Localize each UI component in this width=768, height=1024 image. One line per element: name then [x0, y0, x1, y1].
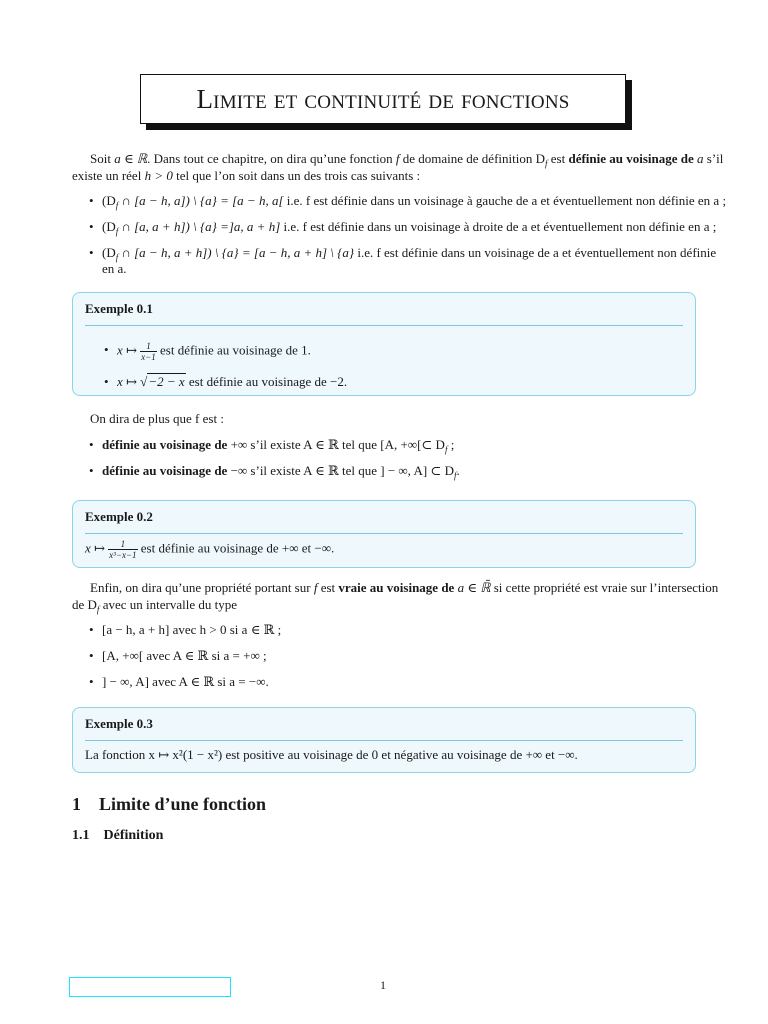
infinity-text: −∞ s’il existe A ∈ ℝ tel que ] − ∞, A] ⊂ D [227, 463, 454, 478]
property-text: Enfin, on dira qu’une propriété portant sur [90, 580, 314, 595]
example-math: x ↦ [117, 342, 141, 358]
square-root-radicand: −2 − x [148, 374, 185, 389]
case-math: (D [102, 193, 116, 208]
intro-sub: f [545, 158, 548, 169]
bold-term: définie au voisinage de [102, 463, 228, 478]
example-box-2 [72, 500, 696, 568]
case-math: ∩ [a, a + h]) \ {a} =]a, a + h] [118, 219, 281, 234]
example-item [117, 373, 347, 390]
property-line-2 [72, 596, 237, 619]
infinity-text: . [456, 463, 460, 478]
intro-text: est [547, 151, 569, 166]
fraction-denominator: x³−x−1 [109, 550, 137, 560]
case-text: i.e. f est définie dans un voisinage de a et éventuellement non définie [354, 245, 717, 260]
infinity-text: ; [447, 437, 455, 452]
example-math: x ↦ [85, 540, 109, 556]
property-math: f [313, 580, 318, 595]
property-text: si cette propriété est vraie sur l’intersection [490, 580, 719, 595]
section-title: Limite d’une fonction [99, 794, 267, 814]
example-rule [85, 325, 683, 326]
intro-text: Soit [90, 151, 115, 166]
interval-item: • ] − ∞, A] avec A ∈ ℝ si a = −∞. [102, 673, 269, 690]
example-line: La fonction x ↦ x²(1 − x²) est positive au voisinage de 0 et négative au voisinage de +∞ et −∞. [85, 747, 578, 762]
intro-text: . Dans tout ce chapitre, on dira qu’une fonction [147, 151, 396, 166]
intro-text: de domaine de définition D [399, 151, 545, 166]
case-sub: f [115, 226, 119, 237]
property-math: a ∈ ℝ̄ [454, 580, 491, 595]
property-text: avec un intervalle du type [99, 597, 237, 612]
property-text: est [317, 580, 339, 595]
infinity-text: +∞ s’il existe A ∈ ℝ tel que [A, +∞[⊂ D [227, 437, 445, 452]
case-item-continuation: en a. [102, 261, 127, 276]
plus-intro: On dira de plus que f est : [90, 411, 224, 426]
domain-sub: f [444, 444, 448, 455]
example-heading: Exemple 0.3 [85, 716, 153, 731]
example-heading: Exemple 0.2 [85, 509, 153, 524]
bold-term: définie au voisinage de [102, 437, 228, 452]
example-box-3 [72, 707, 696, 773]
case-math: (D [102, 245, 116, 260]
case-item [102, 218, 716, 241]
fraction-numerator: 1 [108, 539, 137, 550]
intro-text: tel que l’on soit dans un des trois cas suivants : [172, 168, 421, 183]
title-frame [140, 74, 626, 124]
fraction [140, 341, 157, 362]
subsection-heading [72, 828, 163, 844]
intro-bold: définie au voisinage de [568, 151, 694, 166]
interval-item: • [A, +∞[ avec A ∈ ℝ si a = +∞ ; [102, 647, 267, 664]
section-number: 1 [72, 794, 81, 814]
fraction [108, 539, 137, 560]
intro-math: f [395, 151, 400, 166]
case-math: ∩ [a − h, a]) \ {a} = [a − h, a[ [118, 193, 284, 208]
example-math: x ↦ √ [117, 374, 148, 389]
infinity-item [102, 462, 460, 485]
fraction-numerator: 1 [140, 341, 157, 352]
subsection-title: Définition [103, 828, 164, 843]
example-box-1 [72, 292, 696, 396]
intro-line-2 [72, 167, 420, 184]
intro-math: a [693, 151, 704, 166]
case-text: i.e. f est définie dans un voisinage à gauche de a et éventuellement non définie en a ; [283, 193, 727, 208]
example-rule [85, 533, 683, 534]
interval-item: • [a − h, a + h] avec h > 0 si a ∈ ℝ ; [102, 621, 281, 638]
domain-sub: f [453, 470, 457, 481]
infinity-item [102, 436, 454, 459]
fraction-denominator: x−1 [141, 352, 156, 362]
section-heading [72, 794, 266, 815]
property-line-1 [90, 579, 718, 596]
intro-math: h > 0 [144, 168, 173, 183]
property-text: de D [72, 597, 97, 612]
page-number: 1 [380, 978, 386, 992]
subsection-number: 1.1 [72, 828, 90, 843]
example-text: est définie au voisinage de −2. [185, 374, 348, 389]
intro-math: a ∈ ℝ [114, 151, 148, 166]
intro-text: s’il [703, 151, 724, 166]
case-text: i.e. f est définie dans un voisinage à droite de a et éventuellement non définie en a ; [280, 219, 717, 234]
case-math: (D [102, 219, 116, 234]
intro-text: existe un réel [72, 168, 145, 183]
example-rule [85, 740, 683, 741]
example-line [85, 539, 334, 560]
bold-term: vraie au voisinage de [338, 580, 455, 595]
case-item [102, 244, 716, 267]
case-sub: f [115, 252, 119, 263]
case-item [102, 192, 726, 215]
case-math: ∩ [a − h, a + h]) \ {a} = [a − h, a + h] \ {a} [118, 245, 355, 260]
example-heading: Exemple 0.1 [85, 301, 153, 316]
case-sub: f [115, 200, 119, 211]
example-item [117, 341, 311, 362]
page-title: Limite et continuité de fonctions [140, 74, 626, 124]
domain-sub: f [96, 604, 100, 615]
footer-link-box[interactable] [69, 977, 231, 997]
example-text: est définie au voisinage de 1. [156, 342, 311, 358]
example-text: est définie au voisinage de +∞ et −∞. [137, 540, 335, 556]
